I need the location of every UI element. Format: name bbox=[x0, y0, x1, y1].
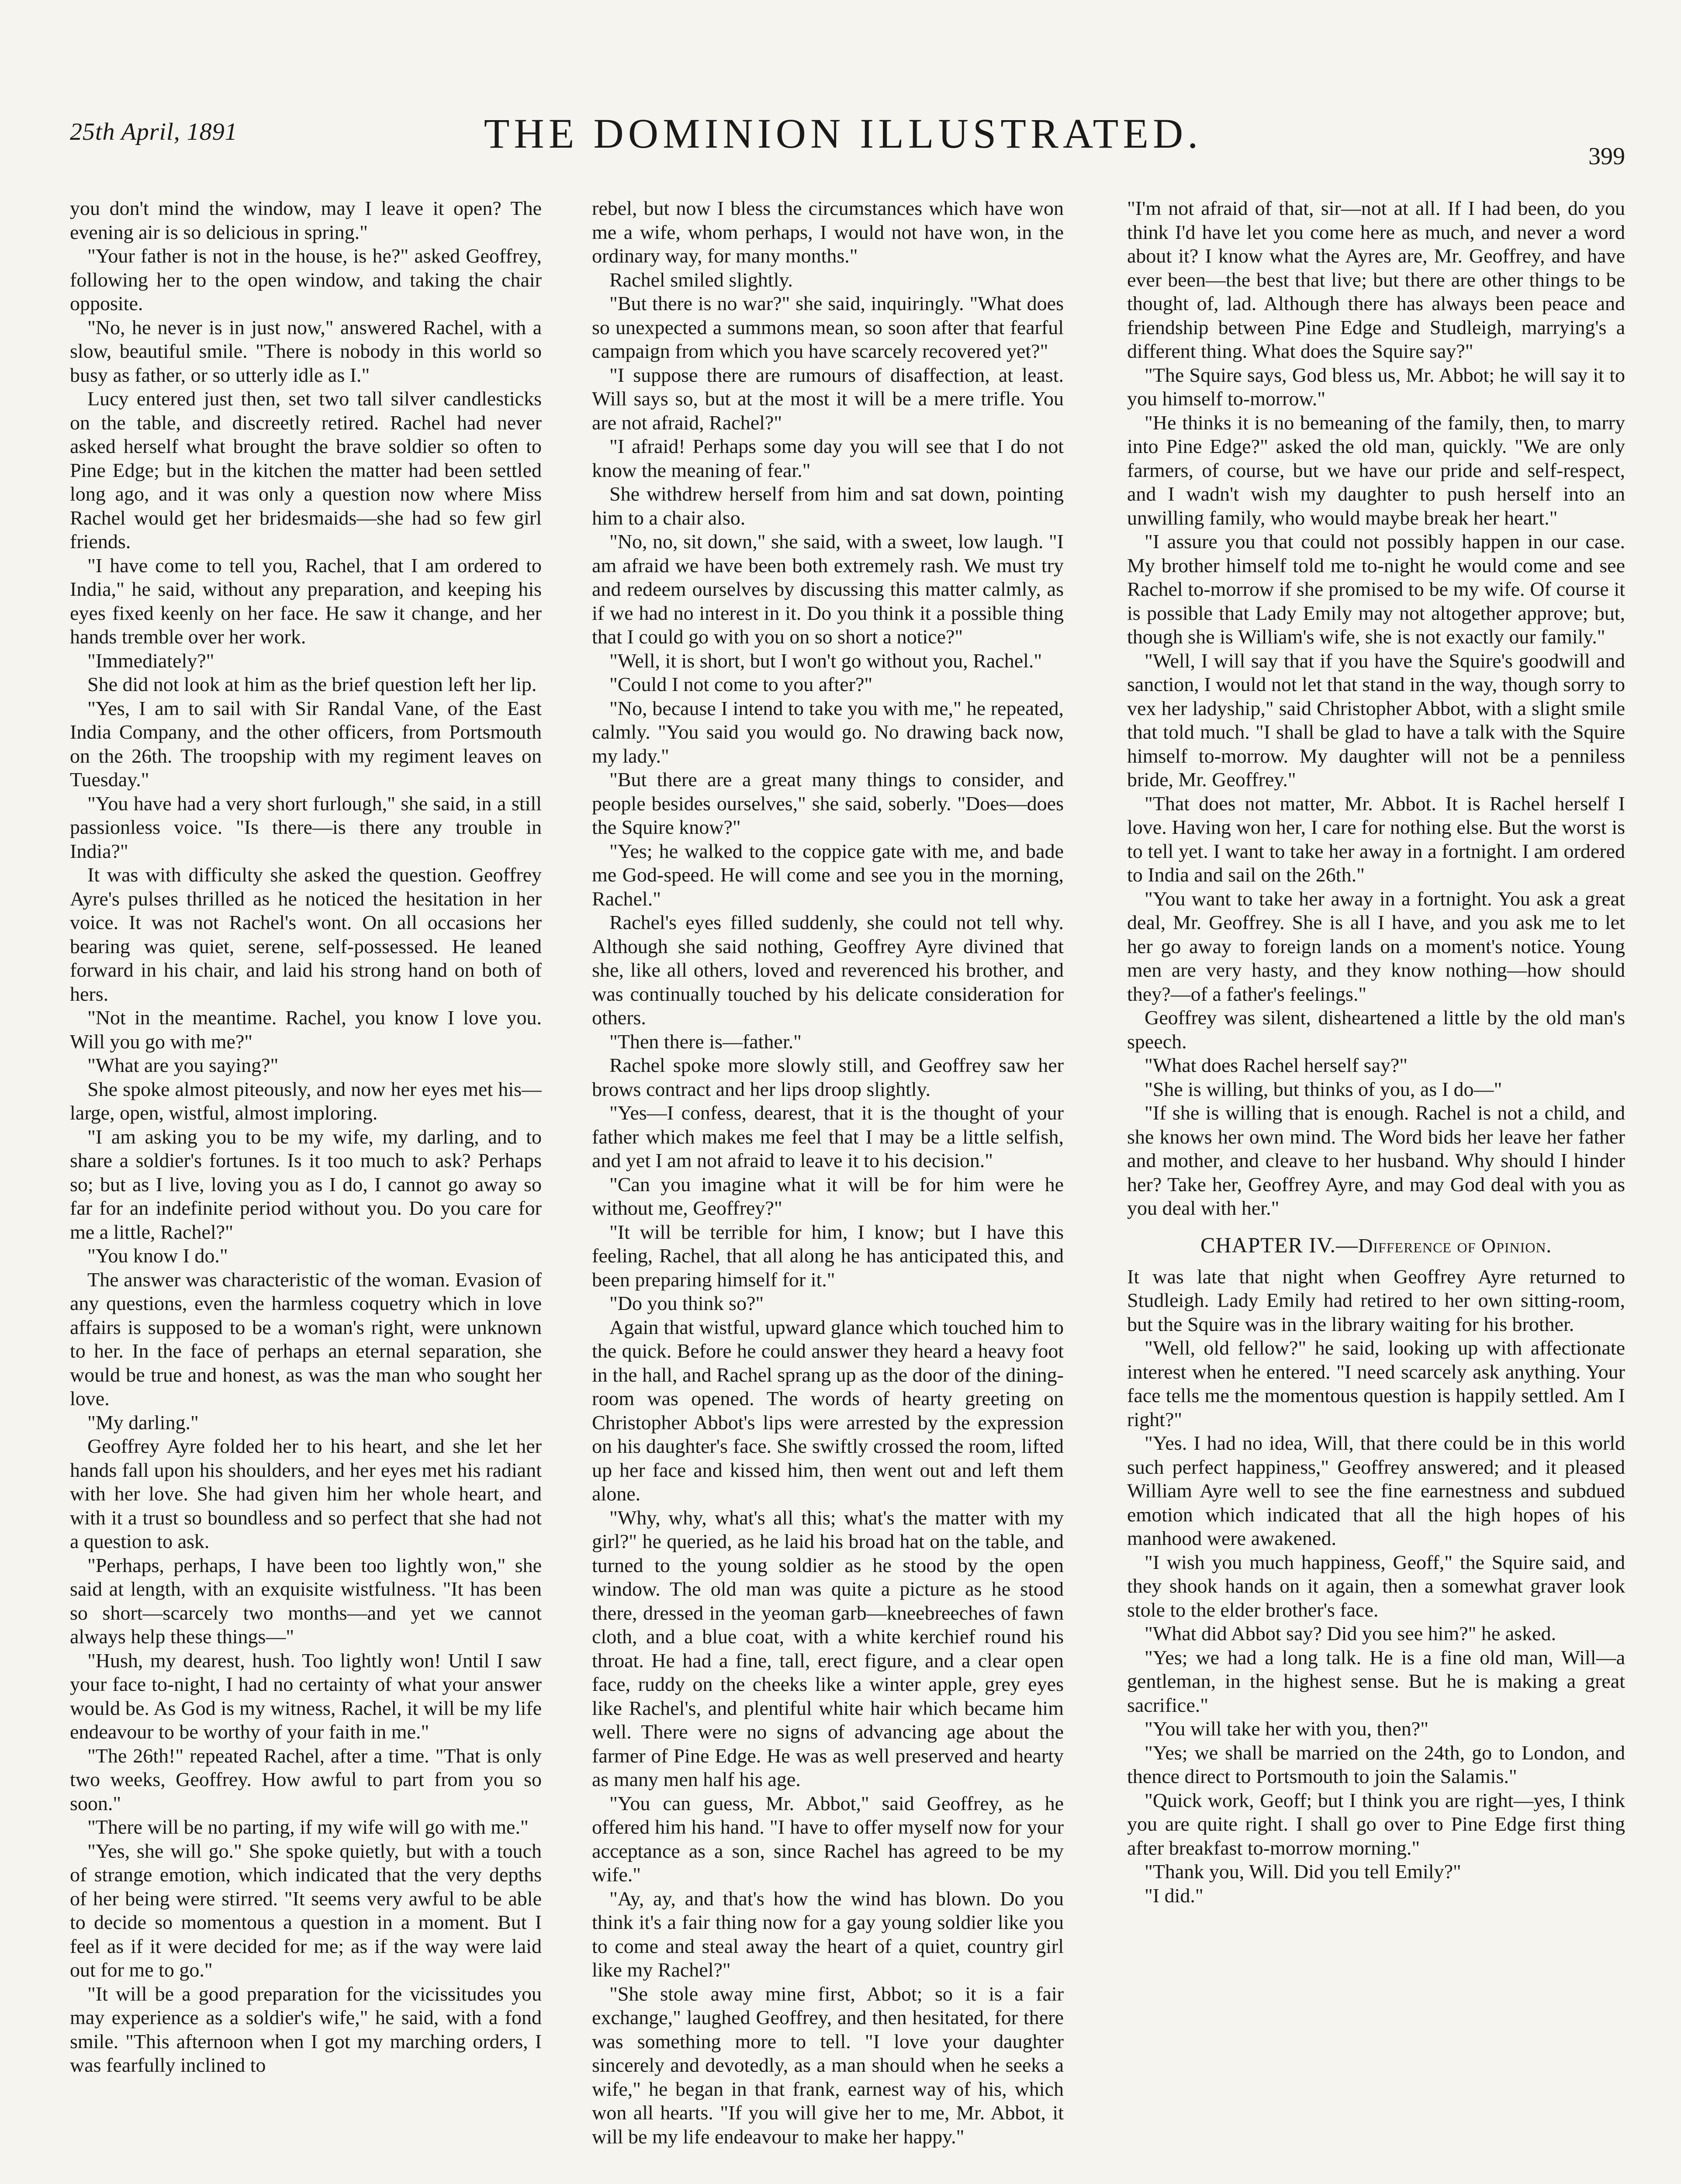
chapter-heading bbox=[1127, 1232, 1625, 1259]
paragraph: "Yes; we had a long talk. He is a fine old man, Will—a gentleman, in the highest sense. But he is making a great sacrifice." bbox=[1127, 1646, 1625, 1716]
paragraph: She withdrew herself from him and sat down, pointing him to a chair also. bbox=[592, 483, 1064, 529]
paragraph: It was with difficulty she asked the question. Geoffrey Ayre's pulses thrilled as he noticed the hesitation in her voice. It was not Rachel's wont. On all occasions her bearing was quiet, serene, self-possessed. He leaned forward in his chair, and laid his strong hand on both of hers. bbox=[70, 864, 542, 1005]
paragraph: "The Squire says, God bless us, Mr. Abbot; he will say it to you himself to-morrow." bbox=[1127, 363, 1625, 410]
paragraph: Again that wistful, upward glance which touched him to the quick. Before he could answer they heard a heavy foot in the hall, and Rachel sprang up as the door of the dining-room was opened. The words of hearty greeting on Christopher Abbot's lips were arrested by the expression on his daughter's face. She swiftly crossed the room, lifted up her face and kissed him, then went out and left them alone. bbox=[592, 1316, 1064, 1505]
paragraph: "Then there is—father." bbox=[609, 1030, 802, 1053]
paragraph: "But there are a great many things to consider, and people besides ourselves," she said, soberly. "Does—does the Squire know?" bbox=[592, 768, 1064, 838]
paragraph: "Ay, ay, and that's how the wind has blown. Do you think it's a fair thing now for a gay young soldier like you to come and steal away the heart of a quiet, country girl like my Rachel?" bbox=[592, 1887, 1064, 1981]
paragraph: Rachel smiled slightly. bbox=[609, 268, 793, 291]
paragraph: "Well, it is short, but I won't go without you, Rachel." bbox=[609, 649, 1042, 672]
chapter-title: Difference of Opinion. bbox=[1358, 1234, 1552, 1257]
page-header bbox=[70, 100, 1625, 175]
paragraph: "She stole away mine first, Abbot; so it is a fair exchange," laughed Geoffrey, and then hesitated, for there was something more to tell. "I love your daughter sincerely and devotedly, as a man should when he seeks a wife," he began in that frank, earnest way of his, which won all hearts. "If you will give her to me, Mr. Abbot, it will be my life endeavour to make her happy." bbox=[592, 1982, 1064, 2148]
paragraph: Rachel's eyes filled suddenly, she could not tell why. Although she said nothing, Geoffrey Ayre divined that she, like all others, loved and reverenced his brother, and was continually touched by his delicate consideration for others. bbox=[592, 911, 1064, 1029]
paragraph: "There will be no parting, if my wife will go with me." bbox=[87, 1816, 529, 1838]
paragraph: "What are you saying?" bbox=[87, 1054, 279, 1076]
paragraph: "My darling." bbox=[87, 1411, 199, 1434]
paragraph: She spoke almost piteously, and now her eyes met his—large, open, wistful, almost imploring. bbox=[70, 1078, 542, 1124]
paragraph: "You want to take her away in a fortnight. You ask a great deal, Mr. Geoffrey. She is all I have, and you ask me to let her go away to foreign lands on a moment's notice. Young men are very hasty, and they know nothing—how should they?—of a father's feelings." bbox=[1127, 887, 1625, 1005]
paragraph: "Thank you, Will. Did you tell Emily?" bbox=[1145, 1860, 1461, 1883]
paragraph: "It will be a good preparation for the vicissitudes you may experience as a soldier's wife," he said, with a fond smile. "This afternoon when I got my marching orders, I was fearfully inclined to bbox=[70, 1982, 542, 2076]
page-number: 399 bbox=[1588, 143, 1625, 170]
paragraph: "Yes; we shall be married on the 24th, go to London, and thence direct to Portsmouth to join the Salamis." bbox=[1127, 1741, 1625, 1787]
paragraph: "I did." bbox=[1145, 1884, 1204, 1907]
paragraph: "I am asking you to be my wife, my darling, and to share a soldier's fortunes. Is it too much to ask? Perhaps so; but as I live, loving you as I do, I cannot go away so far for an indefinite period without you. Do you care for me a little, Rachel?" bbox=[70, 1125, 542, 1243]
paragraph: "She is willing, but thinks of you, as I do—" bbox=[1145, 1078, 1502, 1100]
paragraph: "Not in the meantime. Rachel, you know I love you. Will you go with me?" bbox=[70, 1006, 542, 1053]
paragraph: "If she is willing that is enough. Rachel is not a child, and she knows her own mind. The Word bids her leave her father and mother, and cleave to her husband. Why should I hinder her? Take her, Geoffrey Ayre, and may God deal with you as you deal with her." bbox=[1127, 1102, 1625, 1219]
paragraph: "Well, I will say that if you have the Squire's goodwill and sanction, I would not let that stand in the way, though sorry to vex her ladyship," said Christopher Abbot, with a slight smile that told much. "I shall be glad to have a talk with the Squire himself to-morrow. My daughter will not be a penniless bride, Mr. Geoffrey." bbox=[1127, 649, 1625, 791]
paragraph: "Could I not come to you after?" bbox=[609, 673, 873, 695]
paragraph: "Hush, my dearest, hush. Too lightly won! Until I saw your face to-night, I had no certainty of what your answer would be. As God is my witness, Rachel, it will be my life endeavour to be worthy of your faith in me." bbox=[70, 1649, 542, 1743]
column-3 bbox=[1127, 197, 1625, 2184]
paragraph: "Quick work, Geoff; but I think you are right—yes, I think you are quite right. I shall go over to Pine Edge first thing after breakfast to-morrow morning." bbox=[1127, 1789, 1625, 1859]
paragraph: Lucy entered just then, set two tall silver candlesticks on the table, and discreetly retired. Rachel had never asked herself what brought the brave soldier so often to Pine Edge; but in the kitchen the matter had been settled long ago, and it was only a question now where Miss Rachel would get her bridesmaids—she had so few girl friends. bbox=[70, 387, 542, 553]
paragraph: "I afraid! Perhaps some day you will see that I do not know the meaning of fear." bbox=[592, 435, 1064, 481]
paragraph: "Perhaps, perhaps, I have been too lightly won," she said at length, with an exquisite wistfulness. "It has been so short—scarcely two months—and yet we cannot always help these things—" bbox=[70, 1554, 542, 1648]
paragraph: The answer was characteristic of the woman. Evasion of any questions, even the harmless coquetry which in love affairs is supposed to be a woman's right, were unknown to her. In the face of perhaps an eternal separation, she would be true and honest, as was the man who sought her love. bbox=[70, 1268, 542, 1410]
paragraph: "What did Abbot say? Did you see him?" he asked. bbox=[1145, 1622, 1556, 1645]
paragraph: "You can guess, Mr. Abbot," said Geoffrey, as he offered him his hand. "I have to offer myself now for your acceptance as a son, since Rachel has agreed to be my wife." bbox=[592, 1792, 1064, 1886]
paragraph: "Well, old fellow?" he said, looking up with affectionate interest when he entered. "I need scarcely ask anything. Your face tells me the momentous question is happily settled. Am I right?" bbox=[1127, 1337, 1625, 1431]
paragraph: "Immediately?" bbox=[87, 649, 214, 672]
column-2 bbox=[592, 197, 1064, 2184]
paragraph: "Yes, I am to sail with Sir Randal Vane, of the East India Company, and the other officers, from Portsmouth on the 26th. The troopship with my regiment leaves on Tuesday." bbox=[70, 697, 542, 791]
paragraph: Geoffrey was silent, disheartened a little by the old man's speech. bbox=[1127, 1006, 1625, 1053]
paragraph: "You know I do." bbox=[87, 1244, 228, 1267]
paragraph: "Do you think so?" bbox=[609, 1292, 764, 1314]
paragraph: "I suppose there are rumours of disaffection, at least. Will says so, but at the most it will be a mere trifle. You are not afraid, Rachel?" bbox=[592, 363, 1064, 434]
paragraph: "Can you imagine what it will be for him were he without me, Geoffrey?" bbox=[592, 1173, 1064, 1219]
paragraph: "Why, why, what's all this; what's the matter with my girl?" he queried, as he laid his broad hat on the table, and turned to the young soldier as he stood by the open window. The old man was quite a picture as he stood there, dressed in the yeoman garb—kneebreeches of fawn cloth, and a blue coat, with a white kerchief round his throat. He had a fine, tall, erect figure, and a clear open face, ruddy on the cheeks like a winter apple, grey eyes like Rachel's, and plentiful white hair which became him well. There were no signs of advancing age about the farmer of Pine Edge. He was as well preserved and hearty as many men half his age. bbox=[592, 1506, 1064, 1790]
issue-date: 25th April, 1891 bbox=[70, 118, 238, 145]
chapter-number: CHAPTER IV.— bbox=[1200, 1232, 1359, 1257]
paragraph: "Yes. I had no idea, Will, that there could be in this world such perfect happiness," Geoffrey answered; and it pleased William Ayre well to see the fine earnestness and subdued emotion which indicated that all the high hopes of his manhood were awakened. bbox=[1127, 1432, 1625, 1549]
paragraph: "But there is no war?" she said, inquiringly. "What does so unexpected a summons mean, so soon after that fearful campaign from which you have scarcely recovered yet?" bbox=[592, 292, 1064, 362]
paragraph: "He thinks it is no bemeaning of the family, then, to marry into Pine Edge?" asked the old man, quickly. "We are only farmers, of course, but we have our pride and self-respect, and I wadn't wish my daughter to push herself into an unwilling family, who would maybe break her heart." bbox=[1127, 411, 1625, 529]
paragraph: "No, no, sit down," she said, with a sweet, low laugh. "I am afraid we have been both extremely rash. We must try and redeem ourselves by discussing this matter calmly, as if we had no interest in it. Do you think it a possible thing that I could go with you on so short a notice?" bbox=[592, 530, 1064, 648]
paragraph: "No, because I intend to take you with me," he repeated, calmly. "You said you would go. No drawing back now, my lady." bbox=[592, 697, 1064, 767]
paragraph: "I wish you much happiness, Geoff," the Squire said, and they shook hands on it again, then a somewhat graver look stole to the elder brother's face. bbox=[1127, 1551, 1625, 1621]
paragraph: Rachel spoke more slowly still, and Geoffrey saw her brows contract and her lips droop slightly. bbox=[592, 1054, 1064, 1100]
paragraph: "No, he never is in just now," answered Rachel, with a slow, beautiful smile. "There is nobody in this world so busy as father, or so utterly idle as I." bbox=[70, 316, 542, 386]
column-1 bbox=[70, 197, 542, 2184]
paragraph: "It will be terrible for him, I know; but I have this feeling, Rachel, that all along he has anticipated this, and been preparing himself for it." bbox=[592, 1220, 1064, 1291]
paragraph: "What does Rachel herself say?" bbox=[1145, 1054, 1408, 1076]
paragraph: "Yes—I confess, dearest, that it is the thought of your father which makes me feel that I may be a little selfish, and yet I am not afraid to leave it to his decision." bbox=[592, 1102, 1064, 1171]
paragraph: "That does not matter, Mr. Abbot. It is Rachel herself I love. Having won her, I care for nothing else. But the worst is to tell yet. I want to take her away in a fortnight. I am ordered to India and sail on the 26th." bbox=[1127, 792, 1625, 886]
paragraph: "I'm not afraid of that, sir—not at all. If I had been, do you think I'd have let you come here as much, and never a word about it? I know what the Ayres are, Mr. Geoffrey, and have ever been—the best that live; but there are other things to be thought of, lad. Although there has always been peace and friendship between Pine Edge and Studleigh, marrying's a different thing. What does the Squire say?" bbox=[1127, 197, 1625, 362]
paragraph: "Yes, she will go." She spoke quietly, but with a touch of strange emotion, which indicated that the very depths of her being were stirred. "It seems very awful to be able to decide so momentous a question in a moment. But I feel as if it were decided for me; as if the way were laid out for me to go." bbox=[70, 1839, 542, 1981]
paragraph: It was late that night when Geoffrey Ayre returned to Studleigh. Lady Emily had retired to her own sitting-room, but the Squire was in the library waiting for his brother. bbox=[1127, 1265, 1625, 1335]
paragraph: "I assure you that could not possibly happen in our case. My brother himself told me to-night he would come and see Rachel to-morrow if she promised to be my wife. Of course it is possible that Lady Emily may not altogether approve; but, though she is William's wife, she is not exactly our family." bbox=[1127, 530, 1625, 648]
paragraph: She did not look at him as the brief question left her lip. bbox=[87, 673, 537, 695]
paragraph: "You will take her with you, then?" bbox=[1145, 1717, 1429, 1740]
paragraph: rebel, but now I bless the circumstances which have won me a wife, whom perhaps, I would not have won, in the ordinary way, for many months." bbox=[592, 197, 1064, 267]
paragraph: "You have had a very short furlough," she said, in a still passionless voice. "Is there—is there any trouble in India?" bbox=[70, 792, 542, 862]
article-columns bbox=[70, 197, 1625, 2184]
paragraph: "The 26th!" repeated Rachel, after a time. "That is only two weeks, Geoffrey. How awful to part from you so soon." bbox=[70, 1744, 542, 1814]
masthead-title: THE DOMINION ILLUSTRATED. bbox=[484, 110, 1203, 157]
paragraph: "Your father is not in the house, is he?" asked Geoffrey, following her to the open window, and taking the chair opposite. bbox=[70, 245, 542, 314]
paragraph: Geoffrey Ayre folded her to his heart, and she let her hands fall upon his shoulders, and her eyes met his radiant with her love. She had given him her whole heart, and with it a trust so boundless and so perfect that she had not a question to ask. bbox=[70, 1435, 542, 1552]
paragraph: "Yes; he walked to the coppice gate with me, and bade me God-speed. He will come and see you in the morning, Rachel." bbox=[592, 840, 1064, 910]
paragraph: "I have come to tell you, Rachel, that I am ordered to India," he said, without any preparation, and keeping his eyes fixed keenly on her face. He saw it change, and her hands tremble over her work. bbox=[70, 554, 542, 648]
paragraph: you don't mind the window, may I leave it open? The evening air is so delicious in spring." bbox=[70, 197, 542, 243]
